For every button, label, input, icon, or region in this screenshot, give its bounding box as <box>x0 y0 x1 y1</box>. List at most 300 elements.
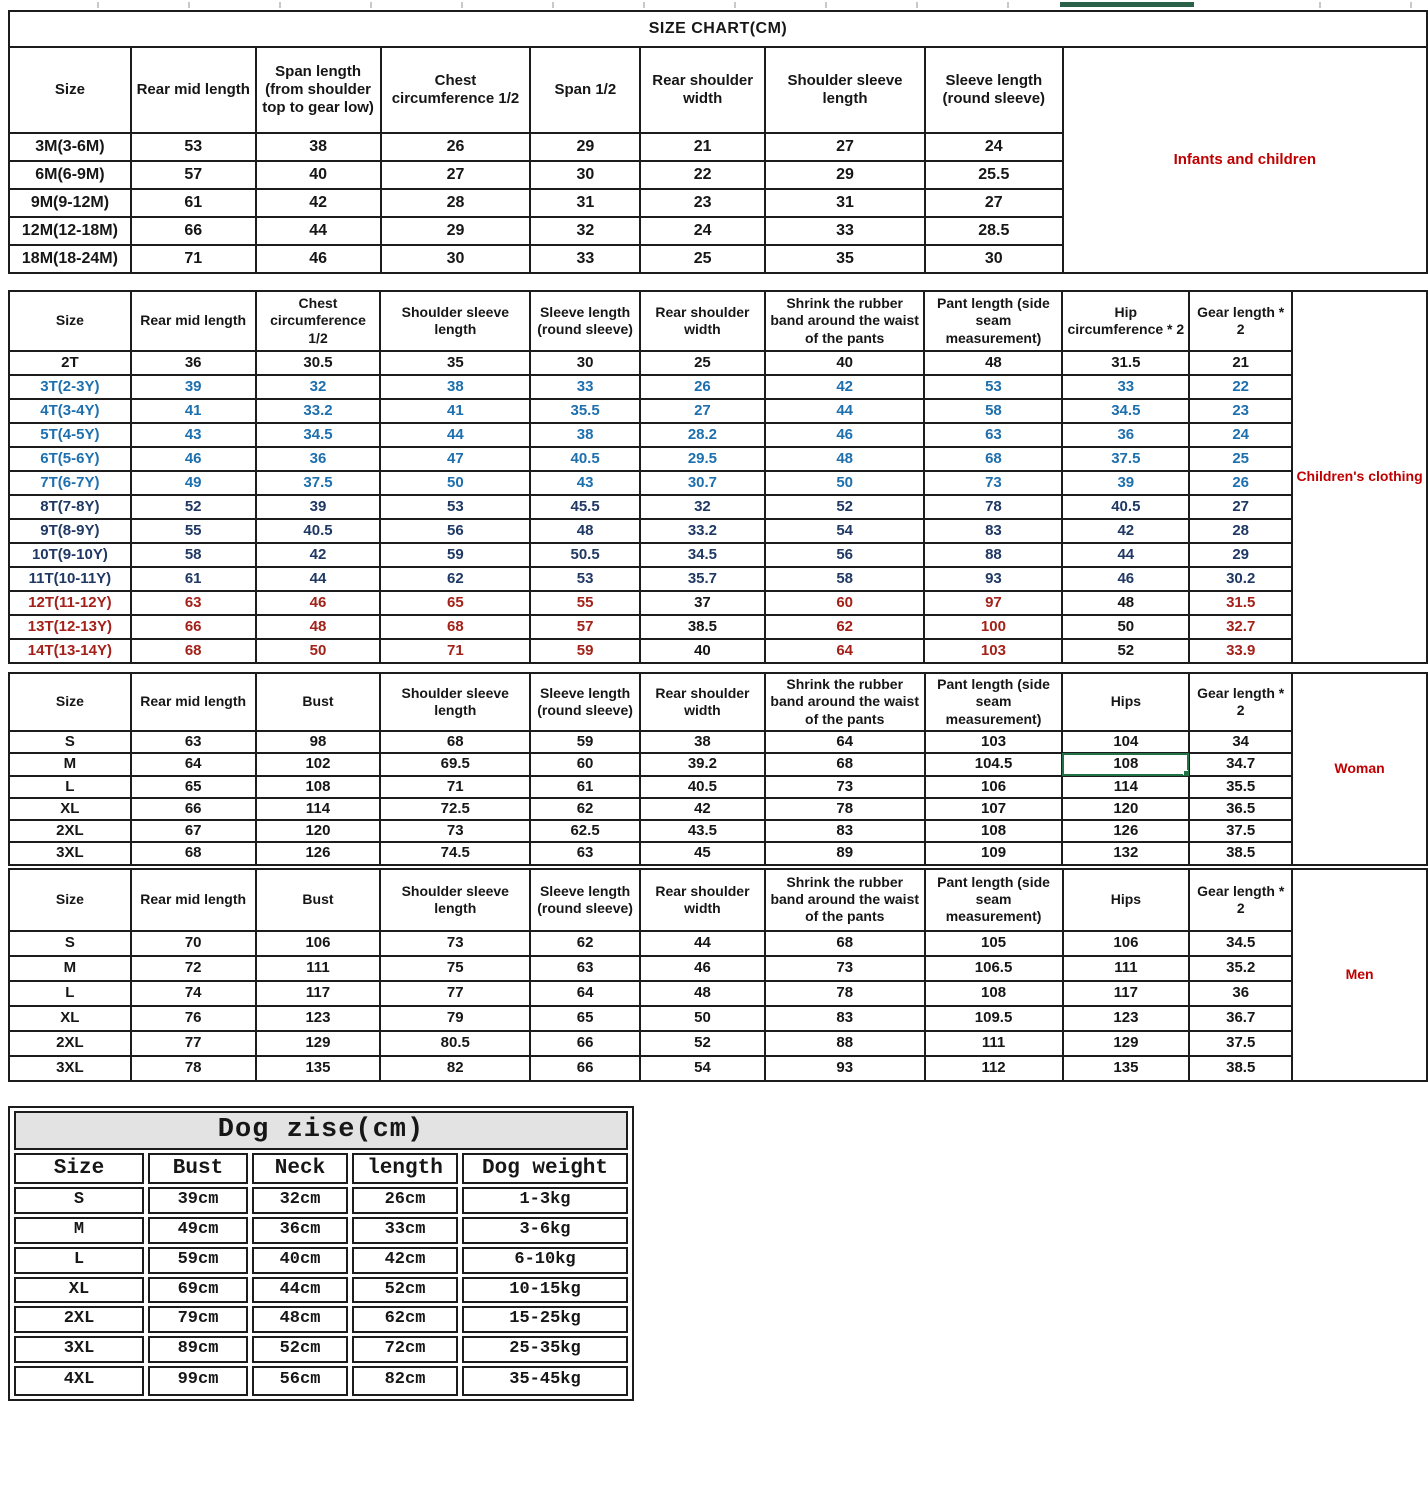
data-cell: 37.5 <box>1062 447 1189 471</box>
column-header-6: Shoulder sleeve length <box>765 47 925 133</box>
data-cell: 93 <box>924 567 1062 591</box>
data-cell: 93 <box>765 1056 925 1081</box>
data-cell: 56 <box>765 543 925 567</box>
column-header-4: Span 1/2 <box>530 47 640 133</box>
data-cell: 109 <box>925 842 1063 864</box>
data-cell: 33 <box>1062 375 1189 399</box>
data-cell: 39.2 <box>640 753 765 775</box>
data-cell: 126 <box>1062 820 1189 842</box>
data-cell: 108 <box>256 776 381 798</box>
data-cell: 42 <box>640 798 765 820</box>
data-cell: 38 <box>640 731 765 753</box>
data-cell: 45 <box>640 842 765 864</box>
row-label: 9T(8-9Y) <box>9 519 131 543</box>
data-cell: 123 <box>1063 1006 1190 1031</box>
data-cell: 76 <box>131 1006 256 1031</box>
data-cell: 34.5 <box>640 543 765 567</box>
data-cell: 48 <box>1062 591 1189 615</box>
data-cell: 48 <box>765 447 925 471</box>
column-header-8: Hips <box>1063 869 1190 931</box>
data-cell: 40 <box>765 351 925 375</box>
data-cell: 105 <box>925 931 1063 956</box>
data-cell: 79cm <box>148 1306 248 1333</box>
data-cell: 129 <box>256 1031 381 1056</box>
data-cell: 64 <box>765 731 925 753</box>
data-cell: 3-6kg <box>462 1217 628 1244</box>
data-cell: 46 <box>131 447 256 471</box>
column-header-8: Hip circumference * 2 <box>1062 291 1189 351</box>
data-cell: 62 <box>530 931 640 956</box>
data-cell: 63 <box>530 842 640 864</box>
column-header-1: Bust <box>148 1153 248 1185</box>
data-cell: 82cm <box>352 1366 458 1396</box>
row-label: 2T <box>9 351 131 375</box>
data-cell: 62 <box>765 615 925 639</box>
column-header-0: Size <box>9 869 131 931</box>
row-label: 8T(7-8Y) <box>9 495 131 519</box>
data-cell: 49 <box>131 471 256 495</box>
data-cell: 27 <box>925 189 1063 217</box>
data-cell: 21 <box>640 133 765 161</box>
data-cell: 27 <box>381 161 531 189</box>
dog-size-table <box>8 1106 1428 1401</box>
data-cell: 44 <box>1062 543 1189 567</box>
data-cell: 73 <box>924 471 1062 495</box>
data-cell: 73 <box>380 820 530 842</box>
data-cell: 32cm <box>252 1187 348 1214</box>
data-cell: 49cm <box>148 1217 248 1244</box>
data-cell: 132 <box>1062 842 1189 864</box>
data-cell: 75 <box>380 956 530 981</box>
data-cell: 39 <box>131 375 256 399</box>
data-cell: 55 <box>530 591 640 615</box>
data-cell: 38 <box>380 375 530 399</box>
data-cell: 27 <box>1189 495 1292 519</box>
data-cell: 77 <box>131 1031 256 1056</box>
data-cell: 71 <box>131 245 256 273</box>
data-cell: 52 <box>640 1031 765 1056</box>
data-cell: 80.5 <box>380 1031 530 1056</box>
data-cell: 39 <box>256 495 381 519</box>
column-header-0: Size <box>9 673 131 731</box>
column-header-1: Rear mid length <box>131 291 256 351</box>
data-cell: 65 <box>131 776 256 798</box>
data-cell: 24 <box>925 133 1063 161</box>
data-cell: 68 <box>380 731 530 753</box>
data-cell: 73 <box>765 956 925 981</box>
data-cell: 53 <box>380 495 530 519</box>
data-cell: 78 <box>131 1056 256 1081</box>
data-cell: 106 <box>925 776 1063 798</box>
data-cell: 108 <box>925 981 1063 1006</box>
data-cell: 53 <box>530 567 640 591</box>
column-header-9: Gear length * 2 <box>1189 673 1292 731</box>
column-header-3: Shoulder sleeve length <box>380 291 530 351</box>
column-header-3: Chest circumference 1/2 <box>381 47 531 133</box>
column-header-3: Shoulder sleeve length <box>380 673 530 731</box>
dog-table-title: Dog zise(cm) <box>14 1111 628 1150</box>
row-label: 6T(5-6Y) <box>9 447 131 471</box>
column-header-7: Sleeve length (round sleeve) <box>925 47 1063 133</box>
data-cell: 98 <box>256 731 381 753</box>
data-cell: 33 <box>765 217 925 245</box>
row-label: M <box>9 956 131 981</box>
data-cell: 88 <box>924 543 1062 567</box>
infants-size-table <box>8 10 1428 274</box>
data-cell: 48 <box>640 981 765 1006</box>
data-cell: 36.7 <box>1189 1006 1292 1031</box>
data-cell: 50 <box>1062 615 1189 639</box>
data-cell: 1-3kg <box>462 1187 628 1214</box>
data-cell: 44 <box>256 567 381 591</box>
column-header-2: Bust <box>256 673 381 731</box>
data-cell: 27 <box>765 133 925 161</box>
data-cell: 30 <box>530 351 640 375</box>
row-label: 3XL <box>9 1056 131 1081</box>
data-cell: 34 <box>1189 731 1292 753</box>
data-cell: 73 <box>380 931 530 956</box>
data-cell: 44 <box>256 217 381 245</box>
data-cell: 32 <box>530 217 640 245</box>
data-cell: 48 <box>924 351 1062 375</box>
data-cell: 58 <box>924 399 1062 423</box>
row-label: S <box>9 931 131 956</box>
data-cell: 30.7 <box>640 471 765 495</box>
data-cell: 112 <box>925 1056 1063 1081</box>
data-cell: 43 <box>530 471 640 495</box>
data-cell: 97 <box>924 591 1062 615</box>
data-cell: 42 <box>256 189 381 217</box>
data-cell: 26 <box>381 133 531 161</box>
row-label: 3T(2-3Y) <box>9 375 131 399</box>
data-cell: 35.5 <box>530 399 640 423</box>
data-cell: 59 <box>530 731 640 753</box>
data-cell: 46 <box>1062 567 1189 591</box>
data-cell: 61 <box>530 776 640 798</box>
data-cell: 25 <box>640 351 765 375</box>
data-cell: 40.5 <box>640 776 765 798</box>
data-cell: 31.5 <box>1189 591 1292 615</box>
column-header-5: Rear shoulder width <box>640 673 765 731</box>
row-label: 6M(6-9M) <box>9 161 131 189</box>
data-cell: 26 <box>1189 471 1292 495</box>
data-cell: 111 <box>925 1031 1063 1056</box>
spacer <box>8 664 1428 672</box>
data-cell: 52 <box>1062 639 1189 663</box>
data-cell: 24 <box>1189 423 1292 447</box>
data-cell: 72cm <box>352 1336 458 1363</box>
spacer <box>8 274 1428 290</box>
data-cell: 48cm <box>252 1306 348 1333</box>
data-cell: 103 <box>925 731 1063 753</box>
data-cell: 69cm <box>148 1277 248 1304</box>
row-label: 2XL <box>9 820 131 842</box>
data-cell: 62.5 <box>530 820 640 842</box>
data-cell: 46 <box>256 591 381 615</box>
data-cell: 83 <box>765 820 925 842</box>
data-cell: 50 <box>380 471 530 495</box>
data-cell: 56 <box>380 519 530 543</box>
column-header-5: Rear shoulder width <box>640 47 765 133</box>
row-label: 5T(4-5Y) <box>9 423 131 447</box>
row-label: XL <box>9 1006 131 1031</box>
data-cell: 58 <box>765 567 925 591</box>
data-cell: 42 <box>765 375 925 399</box>
data-cell: 35 <box>380 351 530 375</box>
data-cell: 38.5 <box>640 615 765 639</box>
data-cell: 72 <box>131 956 256 981</box>
data-cell: 108 <box>1062 753 1189 775</box>
data-cell: 54 <box>765 519 925 543</box>
data-cell: 106 <box>1063 931 1190 956</box>
data-cell: 64 <box>765 639 925 663</box>
data-cell: 33.2 <box>256 399 381 423</box>
data-cell: 52cm <box>352 1277 458 1304</box>
column-header-8: Hips <box>1062 673 1189 731</box>
data-cell: 40.5 <box>256 519 381 543</box>
data-cell: 108 <box>925 820 1063 842</box>
data-cell: 78 <box>765 981 925 1006</box>
data-cell: 82 <box>380 1056 530 1081</box>
data-cell: 29 <box>381 217 531 245</box>
data-cell: 24 <box>640 217 765 245</box>
data-cell: 68 <box>380 615 530 639</box>
data-cell: 44cm <box>252 1277 348 1304</box>
data-cell: 99cm <box>148 1366 248 1396</box>
data-cell: 40 <box>256 161 381 189</box>
row-label: 3XL <box>14 1336 144 1363</box>
data-cell: 25.5 <box>925 161 1063 189</box>
data-cell: 57 <box>131 161 256 189</box>
data-cell: 15-25kg <box>462 1306 628 1333</box>
data-cell: 54 <box>640 1056 765 1081</box>
column-header-9: Gear length * 2 <box>1189 869 1292 931</box>
data-cell: 74.5 <box>380 842 530 864</box>
data-cell: 64 <box>530 981 640 1006</box>
data-cell: 29 <box>765 161 925 189</box>
grid-ticks-right <box>1230 2 1422 8</box>
data-cell: 29 <box>530 133 640 161</box>
row-label: 11T(10-11Y) <box>9 567 131 591</box>
row-label: 2XL <box>9 1031 131 1056</box>
row-label: 2XL <box>14 1306 144 1333</box>
data-cell: 68 <box>131 639 256 663</box>
data-cell: 102 <box>256 753 381 775</box>
data-cell: 30.5 <box>256 351 381 375</box>
data-cell: 50 <box>640 1006 765 1031</box>
data-cell: 42 <box>1062 519 1189 543</box>
data-cell: 57 <box>530 615 640 639</box>
data-cell: 48 <box>256 615 381 639</box>
data-cell: 63 <box>131 591 256 615</box>
row-label: M <box>14 1217 144 1244</box>
data-cell: 27 <box>640 399 765 423</box>
data-cell: 38 <box>256 133 381 161</box>
data-cell: 120 <box>256 820 381 842</box>
data-cell: 62 <box>530 798 640 820</box>
data-cell: 65 <box>380 591 530 615</box>
data-cell: 50 <box>256 639 381 663</box>
data-cell: 32 <box>256 375 381 399</box>
row-label: 12M(12-18M) <box>9 217 131 245</box>
data-cell: 40 <box>640 639 765 663</box>
data-cell: 88 <box>765 1031 925 1056</box>
column-header-2: Bust <box>256 869 381 931</box>
column-header-4: Sleeve length (round sleeve) <box>530 869 640 931</box>
data-cell: 64 <box>131 753 256 775</box>
data-cell: 40cm <box>252 1247 348 1274</box>
data-cell: 106.5 <box>925 956 1063 981</box>
column-header-5: Rear shoulder width <box>640 869 765 931</box>
data-cell: 89cm <box>148 1336 248 1363</box>
column-header-6: Shrink the rubber band around the waist of the pants <box>765 673 925 731</box>
data-cell: 25 <box>640 245 765 273</box>
data-cell: 10-15kg <box>462 1277 628 1304</box>
data-cell: 41 <box>380 399 530 423</box>
data-cell: 44 <box>765 399 925 423</box>
data-cell: 74 <box>131 981 256 1006</box>
column-header-2: Chest circumference 1/2 <box>256 291 381 351</box>
data-cell: 73 <box>765 776 925 798</box>
data-cell: 83 <box>765 1006 925 1031</box>
data-cell: 109.5 <box>925 1006 1063 1031</box>
row-label: S <box>9 731 131 753</box>
data-cell: 68 <box>131 842 256 864</box>
column-header-0: Size <box>9 291 131 351</box>
data-cell: 36 <box>256 447 381 471</box>
data-cell: 111 <box>256 956 381 981</box>
column-header-9: Gear length * 2 <box>1189 291 1292 351</box>
row-label: L <box>9 981 131 1006</box>
data-cell: 45.5 <box>530 495 640 519</box>
data-cell: 26 <box>640 375 765 399</box>
data-cell: 36 <box>131 351 256 375</box>
data-cell: 70 <box>131 931 256 956</box>
data-cell: 21 <box>1189 351 1292 375</box>
woman-size-table <box>8 672 1428 866</box>
column-header-7: Pant length (side seam measurement) <box>925 673 1063 731</box>
data-cell: 104.5 <box>925 753 1063 775</box>
data-cell: 61 <box>131 567 256 591</box>
data-cell: 28.5 <box>925 217 1063 245</box>
row-label: 4XL <box>14 1366 144 1396</box>
data-cell: 117 <box>1063 981 1190 1006</box>
data-cell: 25-35kg <box>462 1336 628 1363</box>
data-cell: 44 <box>640 931 765 956</box>
column-header-7: Pant length (side seam measurement) <box>924 291 1062 351</box>
data-cell: 35.2 <box>1189 956 1292 981</box>
data-cell: 25 <box>1189 447 1292 471</box>
column-header-3: Shoulder sleeve length <box>380 869 530 931</box>
row-label: L <box>9 776 131 798</box>
data-cell: 35-45kg <box>462 1366 628 1396</box>
row-label: 14T(13-14Y) <box>9 639 131 663</box>
column-header-7: Pant length (side seam measurement) <box>925 869 1063 931</box>
data-cell: 78 <box>924 495 1062 519</box>
data-cell: 42cm <box>352 1247 458 1274</box>
data-cell: 43 <box>131 423 256 447</box>
column-header-6: Shrink the rubber band around the waist of the pants <box>765 869 925 931</box>
data-cell: 23 <box>1189 399 1292 423</box>
data-cell: 83 <box>924 519 1062 543</box>
data-cell: 120 <box>1062 798 1189 820</box>
data-cell: 68 <box>924 447 1062 471</box>
data-cell: 6-10kg <box>462 1247 628 1274</box>
data-cell: 67 <box>131 820 256 842</box>
data-cell: 30 <box>925 245 1063 273</box>
green-cell-highlight <box>1060 2 1194 7</box>
men-side-label: Men <box>1292 869 1427 1081</box>
data-cell: 129 <box>1063 1031 1190 1056</box>
data-cell: 66 <box>131 798 256 820</box>
data-cell: 44 <box>380 423 530 447</box>
data-cell: 52 <box>765 495 925 519</box>
data-cell: 28.2 <box>640 423 765 447</box>
data-cell: 59cm <box>148 1247 248 1274</box>
data-cell: 40.5 <box>1062 495 1189 519</box>
column-header-4: Sleeve length (round sleeve) <box>530 291 640 351</box>
data-cell: 66 <box>530 1031 640 1056</box>
data-cell: 29 <box>1189 543 1292 567</box>
data-cell: 48 <box>530 519 640 543</box>
data-cell: 33 <box>530 375 640 399</box>
data-cell: 71 <box>380 639 530 663</box>
data-cell: 36cm <box>252 1217 348 1244</box>
data-cell: 46 <box>256 245 381 273</box>
column-header-0: Size <box>14 1153 144 1185</box>
data-cell: 78 <box>765 798 925 820</box>
data-cell: 77 <box>380 981 530 1006</box>
children-size-table <box>8 290 1428 664</box>
data-cell: 69.5 <box>380 753 530 775</box>
data-cell: 29.5 <box>640 447 765 471</box>
column-header-4: Dog weight <box>462 1153 628 1185</box>
data-cell: 114 <box>1062 776 1189 798</box>
row-label: 18M(18-24M) <box>9 245 131 273</box>
data-cell: 28 <box>1189 519 1292 543</box>
data-cell: 34.5 <box>1062 399 1189 423</box>
data-cell: 66 <box>131 217 256 245</box>
data-cell: 126 <box>256 842 381 864</box>
data-cell: 46 <box>640 956 765 981</box>
data-cell: 22 <box>1189 375 1292 399</box>
data-cell: 114 <box>256 798 381 820</box>
row-label: XL <box>9 798 131 820</box>
data-cell: 37.5 <box>256 471 381 495</box>
data-cell: 39cm <box>148 1187 248 1214</box>
row-label: 3M(3-6M) <box>9 133 131 161</box>
row-label: 9M(9-12M) <box>9 189 131 217</box>
data-cell: 46 <box>765 423 925 447</box>
data-cell: 33cm <box>352 1217 458 1244</box>
data-cell: 106 <box>256 931 381 956</box>
row-label: 4T(3-4Y) <box>9 399 131 423</box>
row-label: 10T(9-10Y) <box>9 543 131 567</box>
row-label: 12T(11-12Y) <box>9 591 131 615</box>
data-cell: 111 <box>1063 956 1190 981</box>
data-cell: 103 <box>924 639 1062 663</box>
children-side-label: Children's clothing <box>1292 291 1427 663</box>
infants-table-title: SIZE CHART(CM) <box>9 11 1427 47</box>
data-cell: 26cm <box>352 1187 458 1214</box>
data-cell: 34.7 <box>1189 753 1292 775</box>
data-cell: 59 <box>530 639 640 663</box>
data-cell: 31 <box>765 189 925 217</box>
data-cell: 61 <box>131 189 256 217</box>
data-cell: 35 <box>765 245 925 273</box>
data-cell: 37 <box>640 591 765 615</box>
data-cell: 22 <box>640 161 765 189</box>
